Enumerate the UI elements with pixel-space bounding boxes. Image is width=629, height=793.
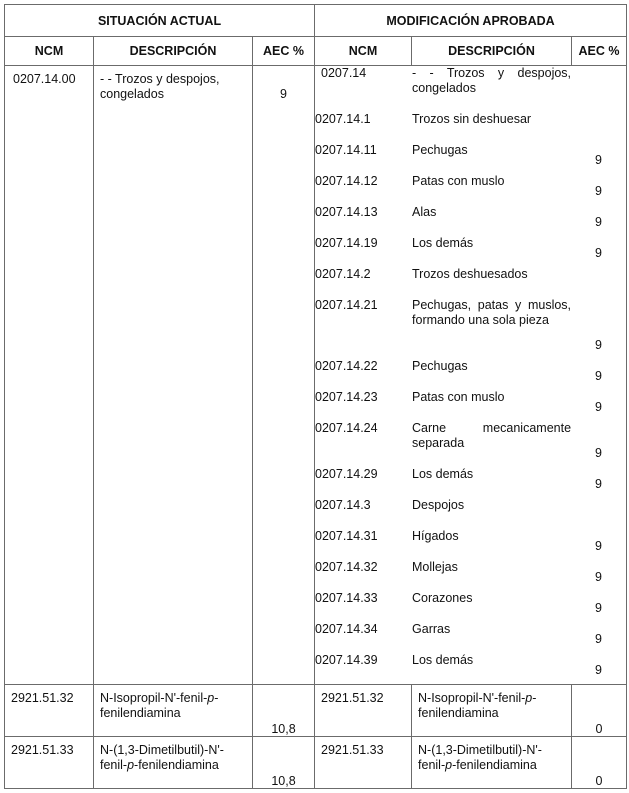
approved-row [315, 143, 626, 174]
table-row-292151-32 [5, 685, 627, 737]
desc-text: -fenilendiamina [452, 758, 537, 772]
approved-ncm: 0207.14.31 [315, 529, 378, 543]
approved-aec: 9 [595, 369, 602, 383]
approved-row [315, 498, 626, 529]
approved-aec: 9 [595, 632, 602, 646]
approved-aec [571, 112, 626, 143]
approved-desc: Alas [412, 205, 437, 219]
approved-row [315, 66, 626, 112]
approved-ncm: 0207.14.3 [315, 498, 371, 512]
desc-text: fenil- [100, 758, 128, 772]
approved-aec: 9 [595, 477, 602, 491]
lower-right-desc-cell-1 [412, 685, 572, 737]
lower-left-desc-cell-2 [94, 737, 253, 789]
approved-ncm: 0207.14.39 [315, 653, 378, 667]
col-header-ncm-left: NCM [5, 37, 94, 66]
approved-aec: 9 [595, 539, 602, 553]
approved-aec: 9 [595, 446, 602, 460]
approved-desc: Trozos sin deshuesar [412, 112, 532, 126]
approved-aec: 9 [595, 400, 602, 414]
approved-row [315, 359, 626, 390]
lower-left-desc-1 [94, 685, 252, 721]
lower-right-desc-cell-2 [412, 737, 572, 789]
approved-aec: 9 [595, 184, 602, 198]
approved-desc: Patas con muslo [412, 390, 505, 404]
desc-text: fenilendiamina [418, 706, 499, 720]
approved-desc: Garras [412, 622, 451, 636]
current-desc: - - Trozos y despojos, congelados [100, 72, 220, 101]
approved-row [315, 236, 626, 267]
table-row-0207 [5, 66, 627, 685]
approved-ncm: 0207.14.21 [315, 298, 378, 312]
desc-text: N-(1,3-Dimetilbutil)-N'- [418, 743, 542, 757]
approved-ncm: 0207.14.22 [315, 359, 378, 373]
desc-text: N-Isopropil-N'-fenil- [100, 691, 208, 705]
approved-rows-table [315, 66, 626, 684]
approved-row [315, 267, 626, 298]
col-header-aec-right: AEC % [572, 37, 627, 66]
desc-italic: p [445, 758, 453, 772]
approved-aec: 9 [595, 246, 602, 260]
header-modificacion-aprobada: MODIFICACIÓN APROBADA [315, 5, 627, 37]
approved-aec: 9 [595, 570, 602, 584]
desc-italic: p [207, 691, 215, 705]
approved-aec: 9 [595, 153, 602, 167]
approved-desc: Pechugas, patas y muslos, formando una sola pieza [412, 298, 572, 327]
approved-block [315, 66, 627, 685]
approved-desc: Carne mecanicamente separada [412, 421, 572, 450]
approved-row [315, 653, 626, 684]
approved-aec [571, 66, 626, 112]
approved-row [315, 591, 626, 622]
desc-text: -fenilendiamina [134, 758, 219, 772]
lower-right-aec-1: 0 [572, 685, 627, 737]
desc-text: N-(1,3-Dimetilbutil)-N'- [100, 743, 224, 757]
lower-right-desc-2 [412, 737, 571, 773]
approved-aec: 9 [595, 215, 602, 229]
lower-right-ncm-2: 2921.51.33 [321, 743, 384, 757]
header-situacion-actual: SITUACIÓN ACTUAL [5, 5, 315, 37]
current-aec: 9 [280, 87, 287, 101]
lower-left-ncm-cell-2 [5, 737, 94, 789]
approved-desc: Despojos [412, 498, 465, 512]
approved-ncm: 0207.14.1 [315, 112, 371, 126]
desc-text: fenilendiamina [100, 706, 181, 720]
approved-desc: Patas con muslo [412, 174, 505, 188]
col-header-ncm-right: NCM [315, 37, 412, 66]
approved-desc: Pechugas [412, 143, 468, 157]
approved-row [315, 174, 626, 205]
approved-ncm: 0207.14.33 [315, 591, 378, 605]
approved-ncm: 0207.14.23 [315, 390, 378, 404]
lower-left-aec-2: 10,8 [253, 737, 315, 789]
approved-row [315, 205, 626, 236]
current-aec-cell [253, 66, 315, 685]
approved-ncm: 0207.14.29 [315, 467, 378, 481]
lower-left-aec-1: 10,8 [253, 685, 315, 737]
col-header-descripcion-right: DESCRIPCIÓN [412, 37, 572, 66]
approved-ncm: 0207.14.19 [315, 236, 378, 250]
desc-text: - [214, 691, 219, 705]
approved-row [315, 622, 626, 653]
current-ncm-cell [5, 66, 94, 685]
lower-right-desc-1 [412, 685, 571, 721]
approved-desc: - - Trozos y despojos, congelados [412, 66, 572, 95]
lower-left-ncm-2: 2921.51.33 [11, 743, 74, 757]
approved-ncm: 0207.14.2 [315, 267, 371, 281]
approved-aec [571, 267, 626, 298]
approved-desc: Los demás [412, 467, 474, 481]
lower-right-ncm-cell-1 [315, 685, 412, 737]
lower-right-ncm-1: 2921.51.32 [321, 691, 384, 705]
lower-left-desc-cell-1 [94, 685, 253, 737]
approved-row [315, 421, 626, 467]
approved-row [315, 112, 626, 143]
col-header-descripcion-left: DESCRIPCIÓN [94, 37, 253, 66]
current-desc-cell [94, 66, 253, 685]
lower-left-desc-2 [94, 737, 252, 773]
approved-row [315, 390, 626, 421]
approved-desc: Trozos deshuesados [412, 267, 528, 281]
approved-desc: Corazones [412, 591, 473, 605]
lower-right-aec-2: 0 [572, 737, 627, 789]
approved-aec: 9 [595, 338, 602, 352]
approved-row [315, 529, 626, 560]
approved-row [315, 298, 626, 359]
approved-aec: 9 [595, 663, 602, 677]
approved-desc: Los demás [412, 236, 474, 250]
approved-ncm: 0207.14 [321, 66, 367, 80]
approved-ncm: 0207.14.13 [315, 205, 378, 219]
approved-ncm: 0207.14.11 [315, 143, 377, 157]
desc-text: N-Isopropil-N'-fenil- [418, 691, 526, 705]
lower-left-ncm-cell-1 [5, 685, 94, 737]
tariff-modification-table [4, 4, 627, 789]
desc-italic: p [525, 691, 533, 705]
current-ncm: 0207.14.00 [13, 72, 76, 86]
desc-text: fenil- [418, 758, 446, 772]
col-header-aec-left: AEC % [253, 37, 315, 66]
approved-ncm: 0207.14.34 [315, 622, 378, 636]
approved-desc: Los demás [412, 653, 474, 667]
approved-ncm: 0207.14.12 [315, 174, 378, 188]
lower-right-ncm-cell-2 [315, 737, 412, 789]
approved-desc: Pechugas [412, 359, 468, 373]
approved-ncm: 0207.14.32 [315, 560, 378, 574]
desc-italic: p [127, 758, 135, 772]
approved-desc: Mollejas [412, 560, 458, 574]
approved-ncm: 0207.14.24 [315, 421, 378, 435]
approved-row [315, 467, 626, 498]
approved-aec: 9 [595, 601, 602, 615]
desc-text: - [532, 691, 537, 705]
table-row-292151-33 [5, 737, 627, 789]
approved-aec [571, 498, 626, 529]
approved-row [315, 560, 626, 591]
approved-desc: Hígados [412, 529, 459, 543]
lower-left-ncm-1: 2921.51.32 [11, 691, 74, 705]
